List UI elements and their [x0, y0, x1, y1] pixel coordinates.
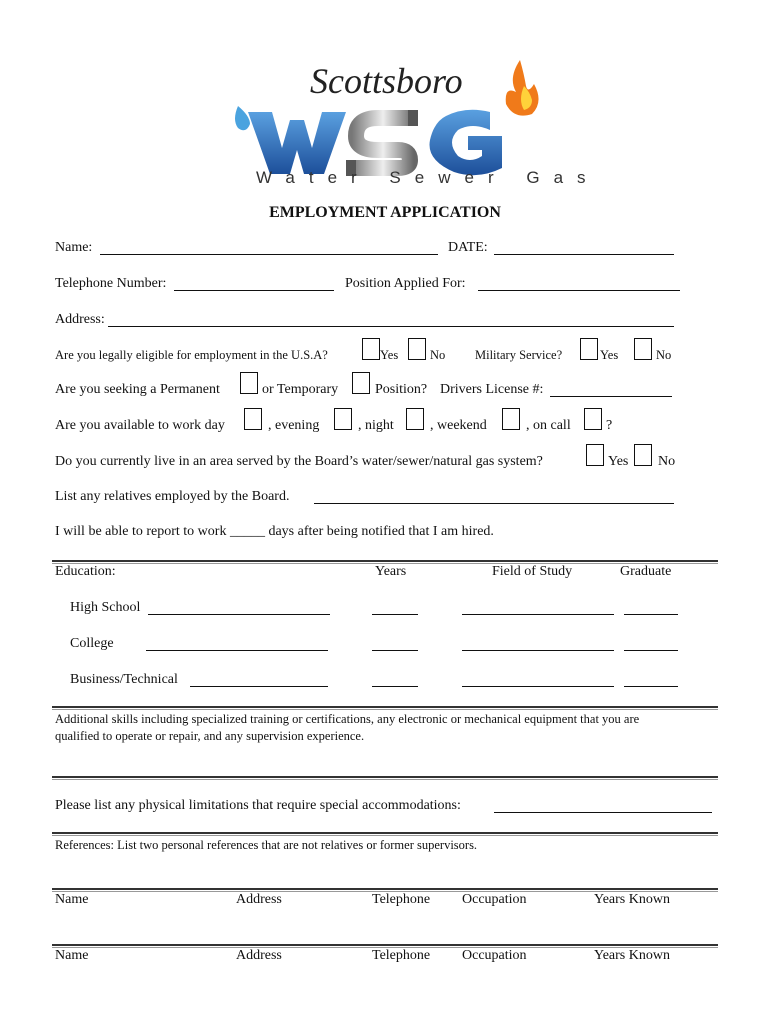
technical-years-field[interactable]: [372, 686, 418, 687]
seeking-question: Are you seeking a Permanent: [55, 382, 220, 397]
reference-col-name: Name: [55, 892, 89, 907]
college-graduate-field[interactable]: [624, 650, 678, 651]
section-divider: [52, 706, 718, 710]
education-row-label: High School: [70, 600, 141, 615]
military-question: Military Service?: [475, 348, 563, 362]
name-label: Name:: [55, 240, 93, 255]
references-intro: References: List two personal references that are not relatives or former supervisors.: [55, 838, 478, 852]
college-name-field[interactable]: [146, 650, 328, 651]
military-no-label: No: [656, 348, 672, 362]
availability-end: ?: [606, 418, 613, 433]
section-divider: [52, 776, 718, 780]
reference-col-address: Address: [236, 948, 282, 963]
education-col-years: Years: [375, 564, 407, 579]
position-question: Position?: [375, 382, 428, 397]
eligible-no-label: No: [430, 348, 446, 362]
reference-col-years: Years Known: [594, 948, 670, 963]
position-field[interactable]: [478, 290, 680, 291]
reference-col-telephone: Telephone: [372, 892, 431, 907]
skills-line-2: qualified to operate or repair, and any supervision experience.: [55, 729, 365, 743]
company-logo: [228, 56, 600, 192]
page-title: EMPLOYMENT APPLICATION: [269, 204, 501, 221]
date-field[interactable]: [494, 254, 674, 255]
temporary-checkbox[interactable]: [352, 372, 370, 394]
weekend-label: , weekend: [430, 418, 487, 433]
school-years-field[interactable]: [372, 614, 418, 615]
flame-icon: [506, 60, 539, 116]
reference-col-occupation: Occupation: [462, 948, 527, 963]
night-checkbox[interactable]: [406, 408, 424, 430]
live-question: Do you currently live in an area served by the Board’s water/sewer/natural gas system?: [55, 454, 543, 469]
name-field[interactable]: [100, 254, 438, 255]
military-no-checkbox[interactable]: [634, 338, 652, 360]
permanent-checkbox[interactable]: [240, 372, 258, 394]
eligible-no-checkbox[interactable]: [408, 338, 426, 360]
address-label: Address:: [55, 312, 105, 327]
telephone-label: Telephone Number:: [55, 276, 167, 291]
relatives-label: List any relatives employed by the Board.: [55, 489, 290, 504]
live-no-label: No: [658, 454, 676, 469]
license-label: Drivers License #:: [440, 382, 544, 397]
logo-letter-w: [248, 112, 346, 174]
logo-top-text: Scottsboro: [310, 61, 463, 101]
military-yes-checkbox[interactable]: [580, 338, 598, 360]
water-drop-icon: [235, 106, 250, 130]
reference-col-years: Years Known: [594, 892, 670, 907]
education-heading: Education:: [55, 564, 116, 579]
school-name-field[interactable]: [148, 614, 330, 615]
eligible-yes-label: Yes: [380, 348, 399, 362]
date-label: DATE:: [448, 240, 488, 255]
live-no-checkbox[interactable]: [634, 444, 652, 466]
technical-graduate-field[interactable]: [624, 686, 678, 687]
section-divider: [52, 832, 718, 836]
logo-letter-g: [430, 110, 503, 175]
report-statement: I will be able to report to work _____ days after being notified that I am hired.: [55, 524, 494, 539]
logo-tagline: Water Sewer Gas: [256, 168, 600, 187]
night-label: , night: [358, 418, 394, 433]
education-row-label: Business/Technical: [70, 672, 178, 687]
reference-col-address: Address: [236, 892, 282, 907]
technical-name-field[interactable]: [190, 686, 328, 687]
college-years-field[interactable]: [372, 650, 418, 651]
eligible-yes-checkbox[interactable]: [362, 338, 380, 360]
day-checkbox[interactable]: [244, 408, 262, 430]
relatives-field[interactable]: [314, 503, 674, 504]
school-study-field[interactable]: [462, 614, 614, 615]
position-label: Position Applied For:: [345, 276, 466, 291]
school-graduate-field[interactable]: [624, 614, 678, 615]
oncall-checkbox[interactable]: [584, 408, 602, 430]
evening-checkbox[interactable]: [334, 408, 352, 430]
license-field[interactable]: [550, 396, 672, 397]
limitations-label: Please list any physical limitations that require special accommodations:: [55, 798, 461, 813]
education-row-label: College: [70, 636, 114, 651]
availability-question: Are you available to work day: [55, 418, 225, 433]
reference-col-name: Name: [55, 948, 89, 963]
skills-line-1: Additional skills including specialized training or certifications, any electronic or mechanical equipment that you are: [55, 712, 640, 726]
education-col-field: Field of Study: [492, 564, 573, 579]
oncall-label: , on call: [526, 418, 571, 433]
temporary-label: or Temporary: [262, 382, 339, 397]
live-yes-label: Yes: [608, 454, 629, 469]
education-col-graduate: Graduate: [620, 564, 672, 579]
weekend-checkbox[interactable]: [502, 408, 520, 430]
reference-col-telephone: Telephone: [372, 948, 431, 963]
technical-study-field[interactable]: [462, 686, 614, 687]
military-yes-label: Yes: [600, 348, 619, 362]
address-field[interactable]: [108, 326, 674, 327]
eligible-question: Are you legally eligible for employment in the U.S.A?: [55, 348, 328, 362]
pipe-s-graphic: [352, 118, 414, 168]
telephone-field[interactable]: [174, 290, 334, 291]
college-study-field[interactable]: [462, 650, 614, 651]
live-yes-checkbox[interactable]: [586, 444, 604, 466]
evening-label: , evening: [268, 418, 320, 433]
reference-col-occupation: Occupation: [462, 892, 527, 907]
limitations-field[interactable]: [494, 812, 712, 813]
